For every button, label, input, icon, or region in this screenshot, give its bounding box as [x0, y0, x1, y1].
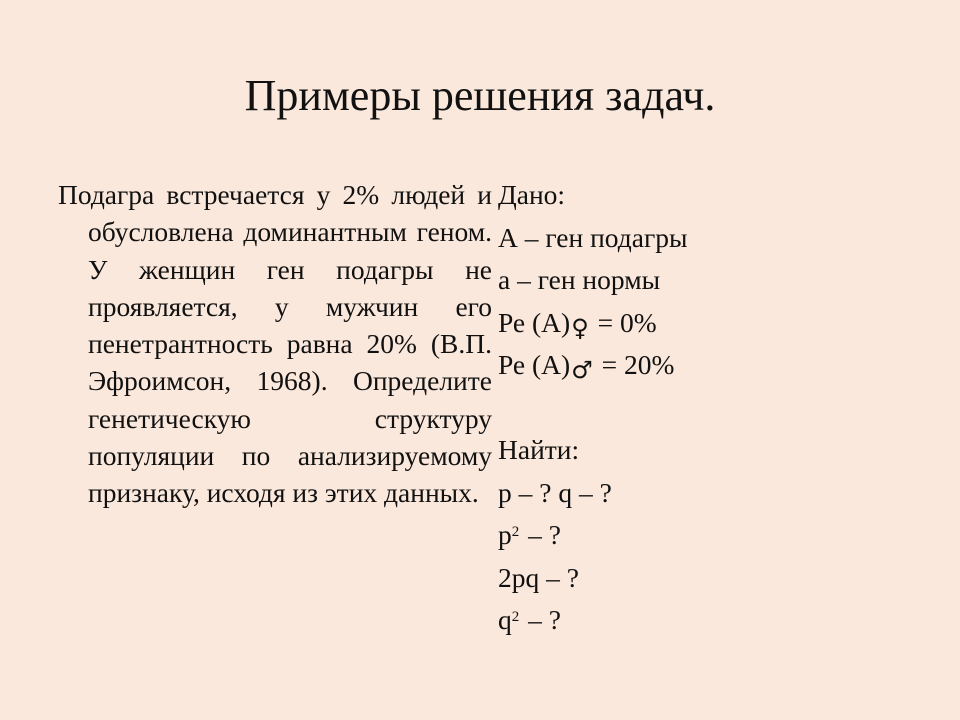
given-find-panel: [498, 174, 918, 642]
find-item-2pq: 2pq – ?: [498, 561, 579, 593]
find-heading: Найти:: [498, 434, 580, 465]
given-item-penetrance-male: [498, 344, 918, 387]
given-item-penetrance-female: [498, 302, 918, 345]
penetrance-label: Ре (А): [498, 306, 571, 338]
find-item-p-q: p – ? q – ?: [498, 476, 612, 508]
spacer: [498, 387, 918, 430]
problem-text: Подагра встречается у 2% людей и обусловлена доминантным геном. У женщин ген подагры не проявляется, у мужчин его пенетрантность равна 20% (В.П. Эфроимсон, 1968). Определите генетическую структуру популяции по анализируемому признаку, исходя из этих данных.: [58, 179, 492, 509]
penetrance-value: = 20%: [594, 349, 675, 380]
penetrance-value: = 0%: [590, 306, 657, 338]
find-item-q-squared: [498, 599, 918, 642]
variable: p: [498, 519, 512, 550]
male-symbol-icon: ♂: [571, 356, 593, 384]
penetrance-label: Ре (А): [498, 349, 571, 380]
question: – ?: [521, 604, 561, 635]
exponent: 2: [511, 524, 520, 540]
given-item-gene-dominant: А – ген подагры: [498, 221, 688, 253]
given-item-gene-recessive: а – ген нормы: [498, 264, 661, 295]
find-item-p-squared: [498, 514, 918, 557]
question: – ?: [521, 519, 561, 550]
exponent: 2: [511, 609, 520, 625]
variable: q: [498, 604, 512, 635]
given-heading: Дано:: [498, 179, 566, 210]
female-symbol-icon: ♀: [571, 313, 589, 342]
slide-title: Примеры решения задач.: [244, 71, 716, 120]
